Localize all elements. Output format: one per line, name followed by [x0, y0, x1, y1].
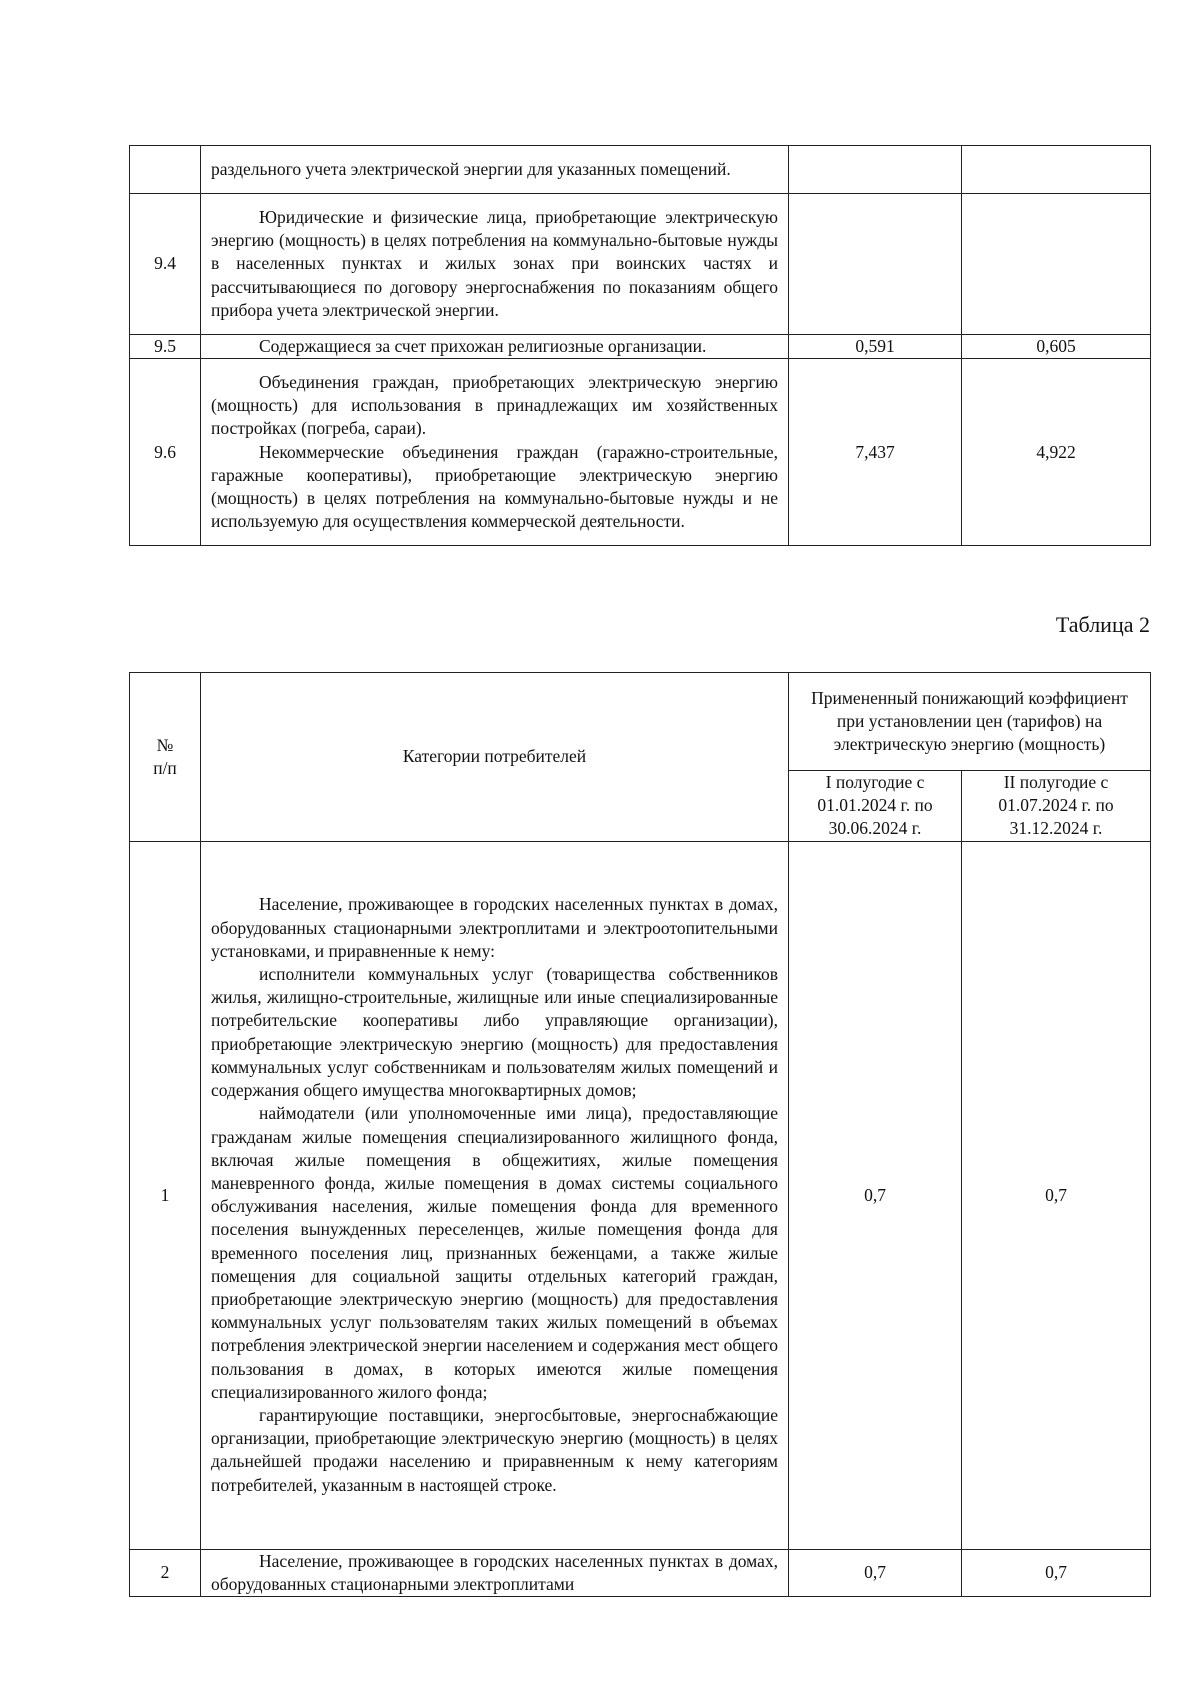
- coef-half1: 0,591: [789, 335, 962, 359]
- coef-half2: [962, 194, 1151, 335]
- table-row: [130, 194, 1151, 335]
- table-row: [130, 335, 1151, 359]
- header-category: Категории потребителей: [201, 673, 789, 842]
- coef-half1: 0,7: [789, 1549, 962, 1596]
- table-title: Таблица 2: [1055, 612, 1150, 637]
- category-cell: [201, 194, 789, 335]
- row-number: 9.6: [130, 359, 201, 546]
- header-number: № п/п: [130, 673, 201, 842]
- row-number: 1: [130, 841, 201, 1549]
- coef-half2: 0,7: [962, 841, 1151, 1549]
- table-header-row: [130, 673, 1151, 771]
- category-text: наймодатели (или уполномоченные ими лица), предоставляющие гражданам жилые помещения специализированного жилищного фонда, включая жилые помещения в общежитиях, жилые помещения маневренного фонда, жилые помещения в домах системы социального обслуживания населения, жилые помещения фонда для временного поселения вынужденных переселенцев, жилые помещения фонда для временного поселения лиц, признанных беженцами, а также жилые помещения для социальной защиты отдельных категорий граждан, приобретающие электрическую энергию (мощность) для предоставления коммунальных услуг пользователям таких жилых помещений в объемах потребления электрической энергии населением и содержания мест общего пользования в домах, в которых имеются жилые помещения специализированного жилого фонда;: [211, 1103, 778, 1402]
- category-text: раздельного учета электрической энергии для указанных помещений.: [211, 158, 731, 179]
- coef-half2: 0,605: [962, 335, 1151, 359]
- category-text: Юридические и физические лица, приобретающие электрическую энергию (мощность) в целях потребления на коммунально-бытовые нужды в населенных пунктах и жилых зонах при воинских частях и рассчитывающиеся по договору энергоснабжения по показаниям общего прибора учета электрической энергии.: [211, 206, 778, 320]
- category-text: Население, проживающее в городских населенных пунктах в домах, оборудованных стационарными электроплитами: [211, 1550, 778, 1594]
- coef-half2: 0,7: [962, 1549, 1151, 1596]
- row-number: 9.5: [130, 335, 201, 359]
- table-row: [130, 359, 1151, 546]
- header-half2: II полугодие с 01.07.2024 г. по 31.12.2024 г.: [962, 771, 1151, 842]
- coef-half1: [789, 146, 962, 194]
- table-row: [130, 1549, 1151, 1596]
- category-text: Некоммерческие объединения граждан (гаражно-строительные, гаражные кооперативы), приобретающие электрическую энергию (мощность) в целях потребления на коммунально-бытовые нужды и не используемую для осуществления коммерческой деятельности.: [211, 441, 778, 532]
- category-text: Население, проживающее в городских населенных пунктах в домах, оборудованных стационарными электроплитами и электроотопительными установками, и приравненные к нему:: [211, 894, 778, 961]
- table-row: [130, 146, 1151, 194]
- coef-half2: 4,922: [962, 359, 1151, 546]
- row-number: 2: [130, 1549, 201, 1596]
- category-cell: [201, 146, 789, 194]
- coef-half1: [789, 194, 962, 335]
- header-coefficient: Примененный понижающий коэффициент при установлении цен (тарифов) на электрическую энергию (мощность): [789, 673, 1151, 771]
- category-cell: [201, 335, 789, 359]
- category-cell: [201, 841, 789, 1549]
- coef-half1: 0,7: [789, 841, 962, 1549]
- category-cell: [201, 1549, 789, 1596]
- tariff-table-continuation: [129, 145, 1151, 546]
- row-number: [130, 146, 201, 194]
- category-cell: [201, 359, 789, 546]
- coef-half2: [962, 146, 1151, 194]
- coef-half1: 7,437: [789, 359, 962, 546]
- table-row: [130, 841, 1151, 1549]
- category-text: Содержащиеся за счет прихожан религиозные организации.: [259, 336, 707, 356]
- category-text: гарантирующие поставщики, энергосбытовые, энергоснабжающие организации, приобретающие электрическую энергию (мощность) в целях дальнейшей продажи населению и приравненным к нему категориям потребителей, указанным в настоящей строке.: [211, 1404, 778, 1495]
- category-text: исполнители коммунальных услуг (товарищества собственников жилья, жилищно-строительные, жилищные или иные специализированные потребительские кооперативы либо управляющие организации), приобретающие электрическую энергию (мощность) для предоставления коммунальных услуг собственникам и пользователям жилых помещений и содержания общего имущества многоквартирных домов;: [211, 964, 778, 1101]
- header-half1: I полугодие с 01.01.2024 г. по 30.06.2024 г.: [789, 771, 962, 842]
- row-number: 9.4: [130, 194, 201, 335]
- tariff-table-2: [129, 672, 1151, 1597]
- category-text: Объединения граждан, приобретающих электрическую энергию (мощность) для использования в принадлежащих им хозяйственных постройках (погреба, сараи).: [211, 371, 778, 439]
